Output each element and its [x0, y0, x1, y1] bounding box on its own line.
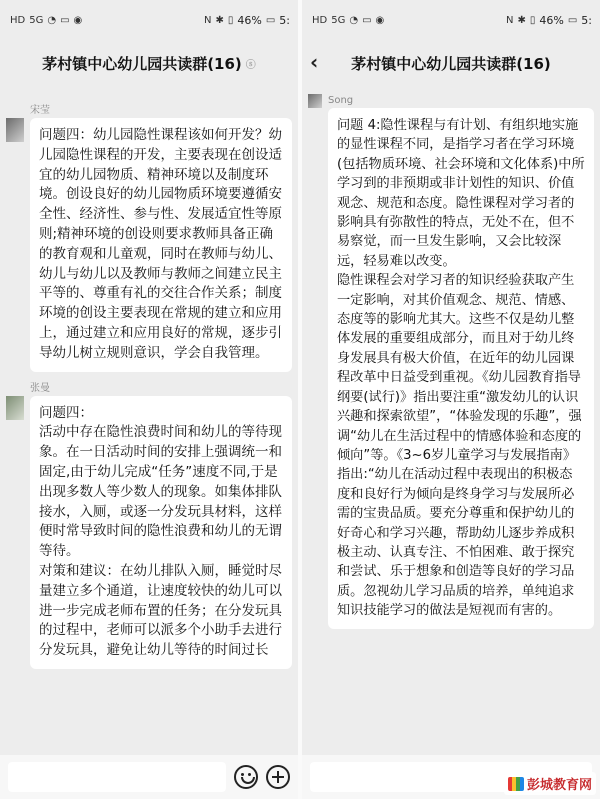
- vibrate-icon: ▯: [529, 14, 536, 26]
- message-item: [308, 94, 594, 629]
- hd-indicator: HD: [312, 14, 328, 26]
- sender-name: Song: [328, 95, 354, 106]
- wifi-icon: ◔: [349, 14, 359, 26]
- watermark-logo-icon: [508, 777, 524, 791]
- sender-name: 宋莹: [30, 105, 50, 116]
- message-bubble[interactable]: 问题四：幼儿园隐性课程该如何开发？幼儿园隐性课程的开发，主要表现在创设适宜的幼儿园物质、精神环境以及制度环境。创设良好的幼儿园物质环境要遵循安全性、经济性、参与性、发展适宜性等原则;精神环境的创设则要求教师具备正确的教育观和儿童观，同时在教师与幼儿、幼儿与幼儿以及教师与教师之间建立民主平等的、尊重有礼的交往合作关系；制度环境的创设主要表现在常规的建立和应用上，通过建立和应用良好的常规，逐步引导幼儿树立规则意识，学会自我管理。: [30, 118, 292, 372]
- app-notification-icon: ◉: [73, 14, 83, 26]
- clock: 5:: [279, 13, 290, 27]
- status-bar: [302, 0, 600, 40]
- bluetooth-icon: ✱: [215, 14, 224, 26]
- clock: 5:: [581, 13, 592, 27]
- avatar[interactable]: [308, 94, 322, 108]
- message-notification-icon: ▭: [362, 14, 372, 26]
- vibrate-icon: ▯: [227, 14, 234, 26]
- back-icon[interactable]: ‹: [310, 50, 319, 74]
- message-input[interactable]: [8, 762, 226, 792]
- nfc-icon: N: [203, 14, 212, 26]
- status-left: [10, 15, 82, 26]
- mute-icon: ⓢ: [245, 59, 256, 71]
- chat-header: [302, 40, 600, 86]
- chat-header: [0, 40, 298, 86]
- emoji-icon[interactable]: [234, 765, 258, 789]
- site-watermark: [504, 772, 596, 795]
- right-chat-panel: [302, 0, 600, 799]
- status-left: [312, 15, 384, 26]
- sender-name: 张曼: [30, 382, 50, 394]
- status-right: [506, 14, 592, 27]
- message-list[interactable]: [302, 86, 600, 755]
- input-bar: [0, 755, 298, 799]
- signal-icon: 5G: [331, 14, 346, 26]
- hd-indicator: HD: [10, 14, 26, 26]
- avatar[interactable]: [6, 396, 24, 420]
- battery-icon: ▭: [567, 14, 578, 26]
- message-list[interactable]: [0, 86, 298, 755]
- status-right: [204, 14, 290, 27]
- wifi-icon: ◔: [47, 14, 57, 26]
- battery-level: 46%: [237, 13, 262, 27]
- message-bubble[interactable]: 问题 4:隐性课程与有计划、有组织地实施的显性课程不同，是指学习者在学习环境(包括物质环境、社会环境和文化体系)中所学习到的非预期或非计划性的知识、价值观念、规范和态度。隐性课程对学习者的影响具有弥散性的特点，无处不在，但不易察觉，而一旦发生影响，又会比较深远，轻易难以改变。 隐性课程会对学习者的知识经验获取产生一定影响，对其价值观念、规范、情感、态度等的影响尤其大。这些不仅是幼儿整体发展的重要组成部分，而且对于幼儿终身发展具有极大价值，在近年的幼儿园课程改革中日益受到重视。《幼儿园教育指导纲要(试行)》指出要注重“激发幼儿的认识兴趣和探索欲望”，“体验发现的乐趣”，强调“幼儿在生活过程中的情感体验和态度的倾向”等。《3~6岁儿童学习与发展指南》指出:“幼儿在活动过程中表现出的积极态度和良好行为倾向是终身学习与发展所必需的宝贵品质。要充分尊重和保护幼儿的好奇心和学习兴趣，帮助幼儿逐步养成积极主动、认真专注、不怕困难、敢于探究和尝试、乐于想象和创造等良好的学习品质。忽视幼儿学习品质的培养，单纯追求知识技能学习的做法是短视而有害的。: [328, 108, 594, 629]
- message-notification-icon: ▭: [60, 14, 70, 26]
- app-notification-icon: ◉: [375, 14, 385, 26]
- battery-level: 46%: [539, 13, 564, 27]
- nfc-icon: N: [505, 14, 514, 26]
- message-bubble[interactable]: 问题四： 活动中存在隐性浪费时间和幼儿的等待现象。在一日活动时间的安排上强调统一和固定,由于幼儿完成“任务”速度不同,于是出现多数人等少数人的现象。如集体排队接水，入厕，或逐一分发玩具材料，这样便时常导致时间的隐性浪费和幼儿的无谓等待。 对策和建议：在幼儿排队入厕，睡觉时尽量建立多个通道，让速度较快的幼儿可以进一步完成老师布置的任务；在分发玩具的过程中，老师可以派多个小助手去进行分发玩具，避免让幼儿等待的时间过长: [30, 396, 292, 669]
- watermark-text: 彭城教育网: [526, 778, 592, 793]
- signal-icon: 5G: [29, 14, 44, 26]
- chat-title: 茅村镇中心幼儿园共读群(16): [42, 54, 242, 73]
- avatar[interactable]: [6, 118, 24, 142]
- message-item: [6, 382, 292, 669]
- battery-icon: ▭: [265, 14, 276, 26]
- message-item: [6, 104, 292, 372]
- bluetooth-icon: ✱: [517, 14, 526, 26]
- plus-icon[interactable]: [266, 765, 290, 789]
- status-bar: [0, 0, 298, 40]
- left-chat-panel: [0, 0, 298, 799]
- chat-title: 茅村镇中心幼儿园共读群(16): [351, 54, 551, 73]
